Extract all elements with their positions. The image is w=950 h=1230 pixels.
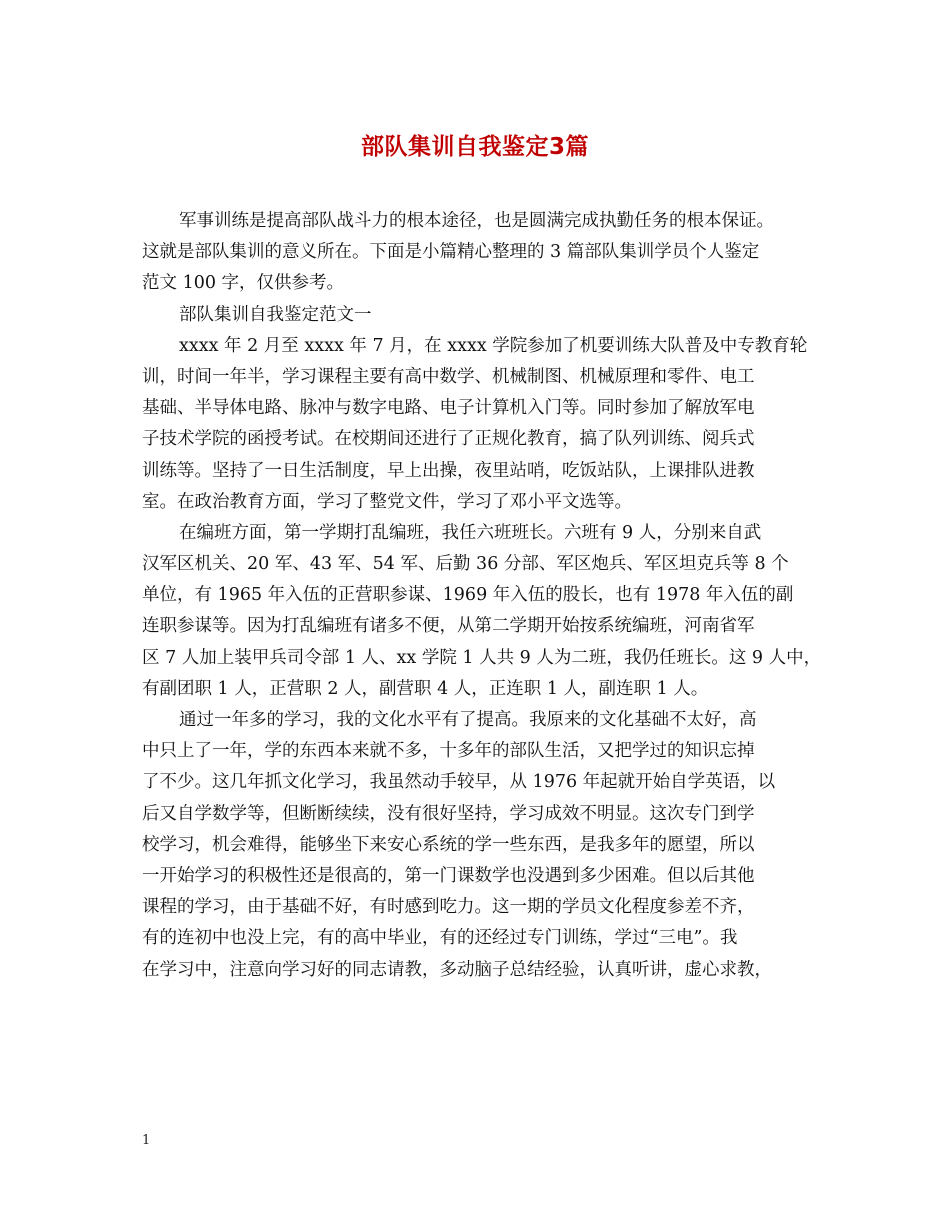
text-line: 军事训练是提高部队战斗力的根本途径，也是圆满完成执勤任务的根本保证。: [179, 211, 774, 231]
text-line: 有的连初中也没上完，有的高中毕业，有的还经过专门训练，学过“三电”。我: [142, 928, 738, 949]
text-line: 后又自学数学等，但断断续续，没有很好坚持，学习成效不明显。这次专门到学: [142, 803, 755, 824]
text-line: 通过一年多的学习，我的文化水平有了提高。我原来的文化基础不太好，高: [179, 710, 757, 730]
text-line: xxxx 年 2 月至 xxxx 年 7 月，在 xxxx 学院参加了机要训练大队普及中专教育轮: [179, 335, 808, 356]
text-line: 中只上了一年，学的东西本来就不多，十多年的部队生活，又把学过的知识忘掉: [142, 741, 755, 762]
document-body: [142, 206, 822, 986]
text-line: 有副团职 1 人，正营职 2 人，副营职 4 人，正连职 1 人，副连职 1 人。: [142, 678, 709, 699]
text-line: 这就是部队集训的意义所在。下面是小篇精心整理的 3 篇部队集训学员个人鉴定: [142, 242, 760, 263]
page-number: 1: [142, 1133, 151, 1148]
text-line: 范文 100 字，仅供参考。: [142, 273, 345, 294]
text-line: 在编班方面，第一学期打乱编班，我任六班班长。六班有 9 人，分别来自武: [179, 522, 762, 543]
document-title: 部队集训自我鉴定3篇: [360, 134, 589, 160]
text-line: 训，时间一年半，学习课程主要有高中数学、机械制图、机械原理和零件、电工: [142, 366, 755, 387]
text-line: 校学习，机会难得，能够坐下来安心系统的学一些东西，是我多年的愿望，所以: [142, 834, 755, 855]
text-line: 基础、半导体电路、脉冲与数字电路、电子计算机入门等。同时参加了解放军电: [142, 398, 755, 419]
text-line: 训练等。坚持了一日生活制度，早上出操，夜里站哨，吃饭站队，上课排队进教: [142, 460, 755, 481]
text-line: 汉军区机关、20 军、43 军、54 军、后勤 36 分部、军区炮兵、军区坦克兵等 8 个: [142, 554, 789, 575]
text-line: 区 7 人加上装甲兵司令部 1 人、xx 学院 1 人共 9 人为二班，我仍任班长。这 9 人中，: [142, 647, 822, 668]
text-line: 了不少。这几年抓文化学习，我虽然动手较早，从 1976 年起就开始自学英语，以: [142, 772, 776, 793]
text-line: 一开始学习的积极性还是很高的，第一门课数学也没遇到多少困难。但以后其他: [142, 865, 755, 886]
text-line: 课程的学习，由于基础不好，有时感到吃力。这一期的学员文化程度参差不齐，: [142, 897, 755, 918]
text-line: 单位，有 1965 年入伍的正营职参谋、1969 年入伍的股长，也有 1978 年入伍的副: [142, 585, 794, 606]
text-line: 室。在政治教育方面，学习了整党文件，学习了邓小平文选等。: [142, 491, 632, 512]
text-line: 连职参谋等。因为打乱编班有诸多不便，从第二学期开始按系统编班，河南省军: [142, 616, 755, 637]
text-line: 在学习中，注意向学习好的同志请教，多动脑子总结经验，认真听讲，虚心求教，: [142, 959, 772, 980]
text-line: 部队集训自我鉴定范文一: [179, 304, 372, 325]
text-line: 子技术学院的函授考试。在校期间还进行了正规化教育，搞了队列训练、阅兵式: [142, 429, 755, 450]
